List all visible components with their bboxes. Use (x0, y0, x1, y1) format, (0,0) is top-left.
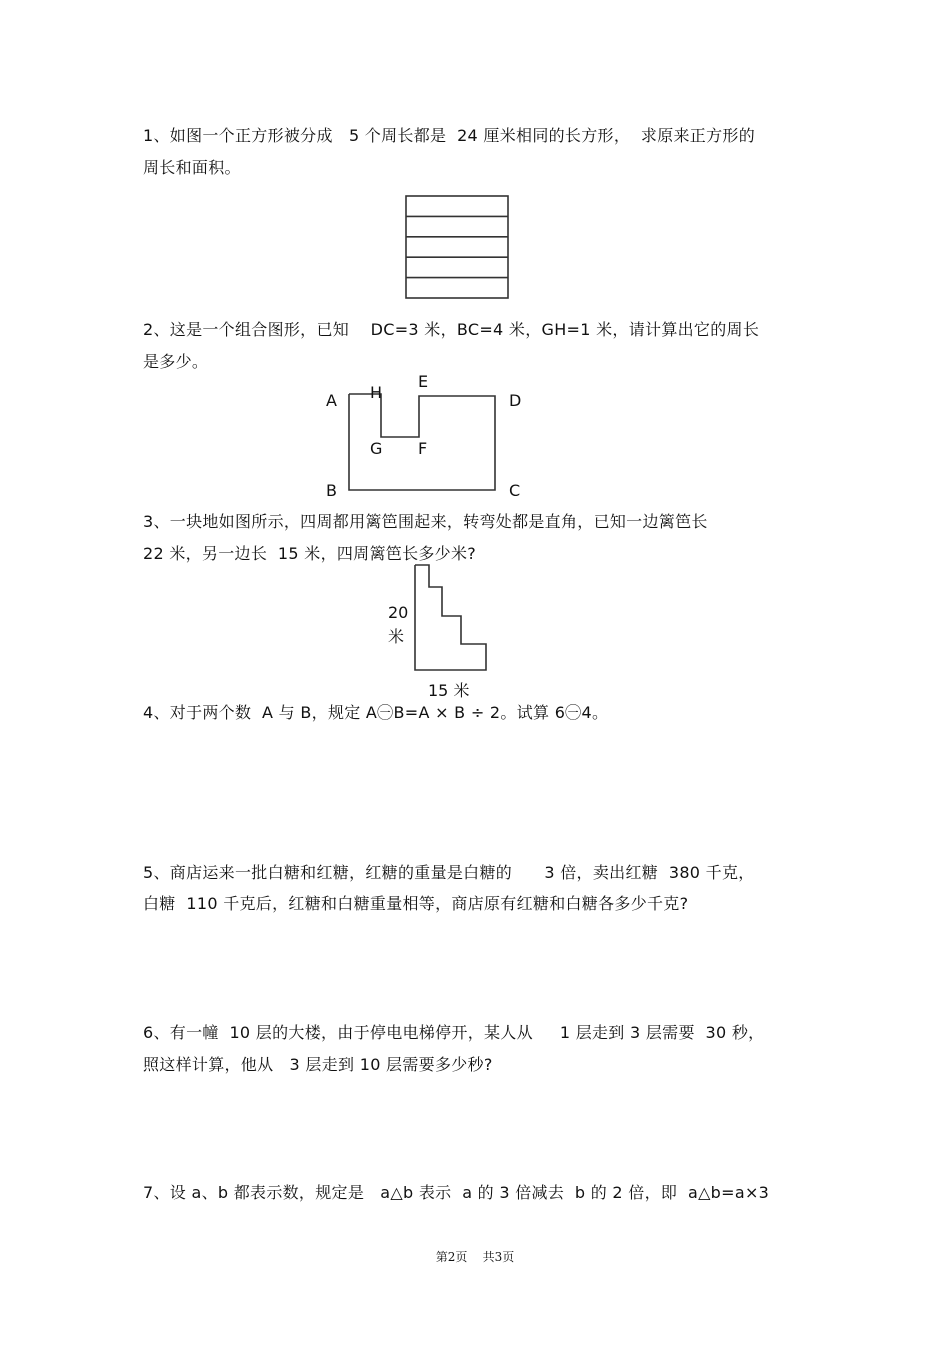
label-a: A (326, 391, 337, 410)
label-g: G (370, 439, 383, 458)
q6-line-2: 照这样计算，他从 3 层走到 10 层需要多少秒? (143, 1055, 493, 1074)
label-c: C (509, 481, 521, 500)
q2-line-1: 2、这是一个组合图形，已知 DC=3 米，BC=4 米，GH=1 米，请计算出它的周长 (143, 320, 760, 339)
label-h: H (370, 383, 383, 402)
label-height-unit: 米 (388, 627, 405, 646)
q7-line-1: 7、设 a、b 都表示数，规定是 a△b 表示 a 的 3 倍减去 b 的 2 倍，即 a△b=a×3 (143, 1183, 770, 1202)
label-f: F (418, 439, 428, 458)
q3-line-2: 22 米，另一边长 15 米，四周篱笆长多少米? (143, 544, 477, 563)
label-d: D (509, 391, 522, 410)
q5-line-2: 白糖 110 千克后，红糖和白糖重量相等，商店原有红糖和白糖各多少千克? (143, 894, 689, 913)
label-b: B (326, 481, 337, 500)
page-footer: 第2页 共3页 (435, 1250, 515, 1264)
label-width: 15 米 (428, 681, 470, 700)
q4-line-1: 4、对于两个数 A 与 B，规定 A㊀B=A × B ÷ 2。试算 6㊀4。 (143, 703, 609, 722)
square-outline (406, 196, 508, 298)
q1-line-2: 周长和面积。 (143, 158, 241, 177)
q1-square-figure (400, 190, 516, 304)
q6-line-1: 6、有一幢 10 层的大楼，由于停电电梯停开，某人从 1 层走到 3 层需要 30 秒， (143, 1023, 765, 1042)
q1-line-1: 1、如图一个正方形被分成 5 个周长都是 24 厘米相同的长方形， 求原来正方形的 (143, 126, 755, 145)
label-height-number: 20 (388, 603, 409, 622)
q3-staircase-figure (408, 558, 494, 676)
label-e: E (418, 372, 429, 391)
q3-line-1: 3、一块地如图所示，四周都用篱笆围起来，转弯处都是直角，已知一边篱笆长 (143, 512, 708, 531)
q2-line-2: 是多少。 (143, 352, 209, 371)
q5-line-1: 5、商店运来一批白糖和红糖，红糖的重量是白糖的 3 倍，卖出红糖 380 千克， (143, 863, 755, 882)
staircase-outline (415, 565, 486, 670)
